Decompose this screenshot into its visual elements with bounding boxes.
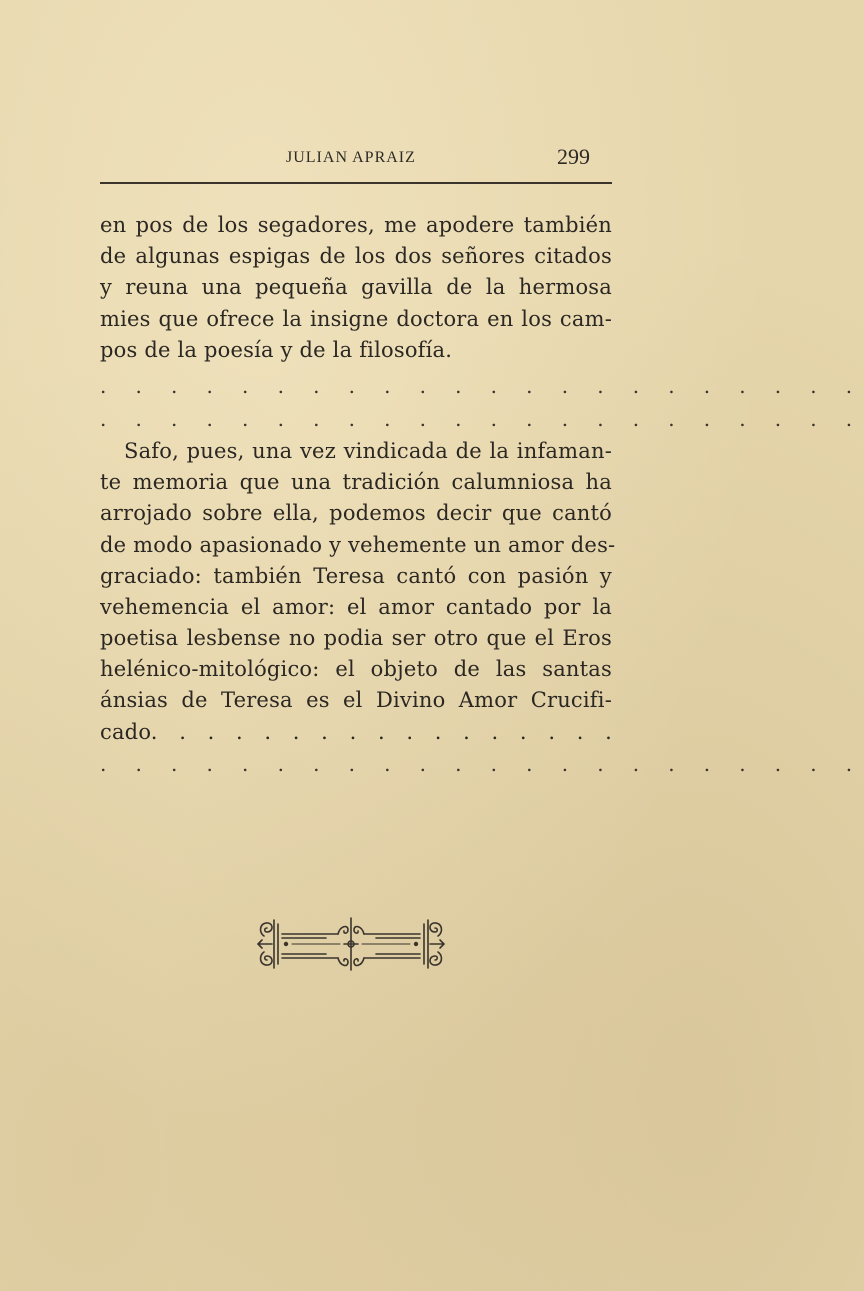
page-number: 299 <box>557 144 590 169</box>
text-line: helénico-mitológico: el objeto de las santas <box>100 657 612 682</box>
text-line: cado. . . . . . . . . . . . . . . . . <box>100 719 612 744</box>
text-line: arrojado sobre ella, podemos decir que cantó <box>100 501 612 526</box>
page-header <box>100 140 612 180</box>
text-line: y reuna una pequeña gavilla de la hermosa <box>100 275 612 300</box>
text-line: te memoria que una tradición calumniosa ha <box>100 470 612 495</box>
text-line: Safo, pues, una vez vindicada de la infaman- <box>124 438 612 463</box>
ellipsis-row: . . . . . . . . . . . . . . . . . . . . . . <box>100 373 864 398</box>
header-rule <box>100 182 612 184</box>
text-line: mies que ofrece la insigne doctora en los cam- <box>100 306 612 331</box>
decorative-flourish-icon <box>256 914 446 974</box>
text-line: de algunas espigas de los dos señores citados <box>100 244 612 269</box>
running-head: JULIAN APRAIZ <box>286 149 416 166</box>
text-line: en pos de los segadores, me apodere también <box>100 213 612 237</box>
text-line: pos de la poesía y de la filosofía. <box>100 337 453 362</box>
text-line: poetisa lesbense no podia ser otro que el Eros <box>100 626 612 651</box>
paragraph-2 <box>100 436 616 748</box>
body-text <box>100 210 864 781</box>
text-line: ánsias de Teresa es el Divino Amor Crucifi- <box>100 688 612 713</box>
text-line: vehemencia el amor: el amor cantado por la <box>100 594 612 619</box>
paragraph-1 <box>100 210 612 366</box>
text-line: de modo apasionado y vehemente un amor des- <box>100 532 616 557</box>
ellipsis-row: . . . . . . . . . . . . . . . . . . . . . . <box>100 406 864 431</box>
ellipsis-row: . . . . . . . . . . . . . . . . . . . . . . <box>100 751 864 776</box>
text-line: graciado: también Teresa cantó con pasión y <box>100 563 612 588</box>
